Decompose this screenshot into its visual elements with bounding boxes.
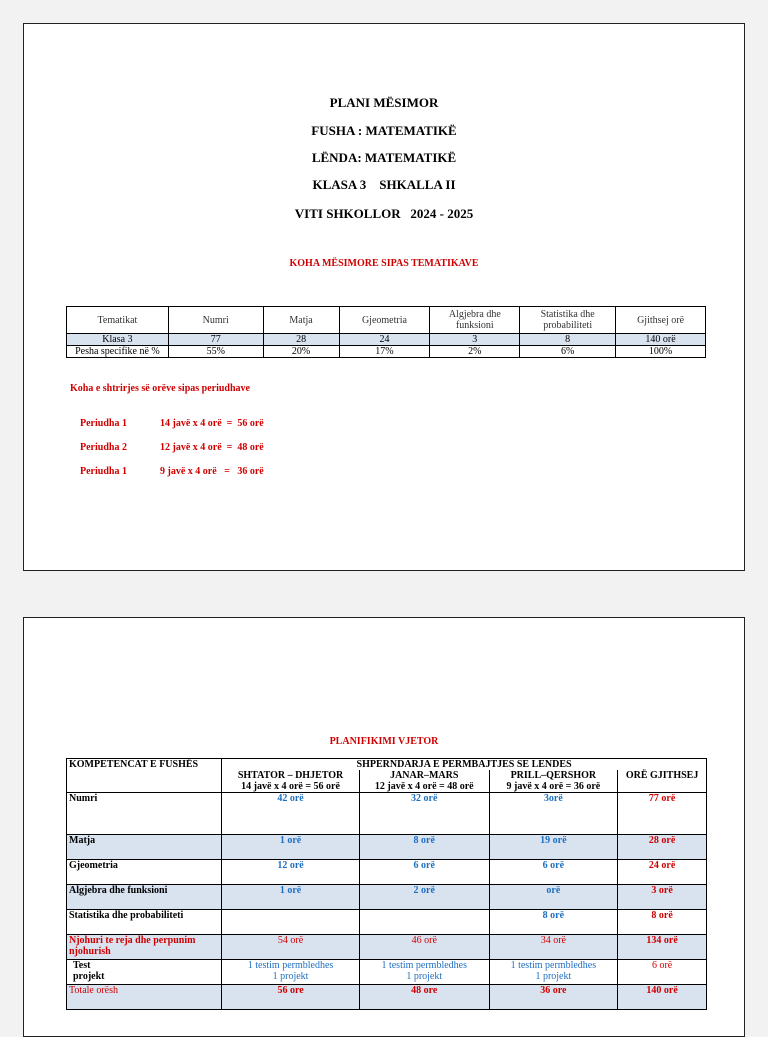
header-cell: Matja [263, 307, 339, 334]
table-cell: 34 orë [489, 935, 618, 960]
table-cell: 55% [168, 346, 263, 358]
table-cell: 1 orë [222, 835, 360, 860]
period-header [359, 770, 489, 793]
table-cell: 6 orë [489, 860, 618, 885]
table-cell: 8 orë [618, 910, 707, 935]
document-page-1 [23, 23, 745, 571]
table-cell: 46 orë [359, 935, 489, 960]
test-text: 1 testim permbledhes [247, 960, 334, 971]
periods-heading: Koha e shtrirjes së orëve sipas periudhave [70, 383, 250, 394]
period-header [222, 770, 360, 793]
project-text: 1 projekt [535, 971, 572, 982]
table-row [67, 910, 707, 935]
row-label: Algjebra dhe funksioni [67, 885, 222, 910]
table-row [67, 334, 706, 346]
table-cell: 77 [168, 334, 263, 346]
table-cell: 28 orë [618, 835, 707, 860]
table-cell: 20% [263, 346, 339, 358]
period-line [70, 455, 264, 488]
table-cell: 54 orë [222, 935, 360, 960]
table-cell: 12 orë [222, 860, 360, 885]
table-header-row [67, 759, 707, 771]
table-cell: 100% [616, 346, 706, 358]
distribution-header: SHPERNDARJA E PERMBAJTJES SE LENDES [222, 759, 707, 771]
table-cell: 77 orë [618, 793, 707, 835]
table-cell: 19 orë [489, 835, 618, 860]
total-hours-header: ORË GJITHSEJ [618, 770, 707, 793]
table-cell: 8 orë [359, 835, 489, 860]
table-row [67, 935, 707, 960]
table-cell: 1 orë [222, 885, 360, 910]
table-row [67, 346, 706, 358]
table-cell: 8 orë [489, 910, 618, 935]
table-cell: 2 orë [359, 885, 489, 910]
thematic-hours-table [66, 306, 706, 358]
period-calc: 9 javë x 4 orë = 36 orë [160, 466, 264, 477]
project-text: 1 projekt [272, 971, 309, 982]
subject-name: LËNDA: MATEMATIKË [311, 150, 457, 165]
period-name: PRILL–QERSHOR [510, 770, 597, 781]
test-text: 1 testim permbledhes [510, 960, 597, 971]
table-cell: 3 [430, 334, 520, 346]
project-text: 1 projekt [406, 971, 443, 982]
subject-field: FUSHA : MATEMATIKË [311, 123, 457, 138]
table-row [67, 793, 707, 835]
table-cell: 3 orë [618, 885, 707, 910]
period-name: JANAR–MARS [390, 770, 459, 781]
table-cell: 48 ore [359, 985, 489, 1010]
annual-plan-table [66, 758, 707, 1010]
row-label: Totale orësh [67, 985, 222, 1010]
table-cell: 42 orë [222, 793, 360, 835]
table-cell: 3orë [489, 793, 618, 835]
table-cell [359, 910, 489, 935]
table-cell: Klasa 3 [67, 334, 169, 346]
table-cell [222, 910, 360, 935]
table-row [67, 860, 707, 885]
table-cell: 32 orë [359, 793, 489, 835]
table-cell [359, 960, 489, 985]
table-cell: 6 orë [359, 860, 489, 885]
row-label: Gjeometria [67, 860, 222, 885]
table-cell: 6 orë [618, 960, 707, 985]
class-level: KLASA 3 SHKALLA II [312, 177, 456, 192]
period-label: Periudha 2 [80, 442, 127, 453]
table-cell: 56 ore [222, 985, 360, 1010]
row-label [67, 960, 222, 985]
row-label: Numri [67, 793, 222, 835]
header-cell: Tematikat [67, 307, 169, 334]
period-label: Periudha 1 [80, 418, 127, 429]
table-row [67, 885, 707, 910]
document-page-2 [23, 617, 745, 1037]
header-cell: Statistika dhe probabiliteti [520, 307, 616, 334]
table-row [67, 835, 707, 860]
table-cell: 140 orë [618, 985, 707, 1010]
doc-title: PLANI MËSIMOR [329, 95, 439, 110]
period-label: Periudha 1 [80, 466, 127, 477]
school-year: VITI SHKOLLOR 2024 - 2025 [294, 206, 474, 221]
table-cell: 24 [339, 334, 430, 346]
header-cell: Algjebra dhe funksioni [430, 307, 520, 334]
table-cell [489, 960, 618, 985]
test-text: 1 testim permbledhes [381, 960, 468, 971]
header-cell: Gjithsej orë [616, 307, 706, 334]
table-cell: 8 [520, 334, 616, 346]
table-cell: 24 orë [618, 860, 707, 885]
table-cell: 6% [520, 346, 616, 358]
period-header [489, 770, 618, 793]
period-calc: 12 javë x 4 orë = 48 orë [374, 781, 474, 792]
period-calc: 12 javë x 4 orë = 48 orë [160, 442, 264, 453]
table-header-row [67, 307, 706, 334]
period-calc: 9 javë x 4 orë = 36 orë [506, 781, 601, 792]
annual-plan-heading: PLANIFIKIMI VJETOR [329, 736, 439, 747]
table-cell: 140 orë [616, 334, 706, 346]
row-label: Matja [67, 835, 222, 860]
table-cell: 28 [263, 334, 339, 346]
test-label: Test [73, 960, 91, 971]
competences-header: KOMPETENCAT E FUSHËS [67, 759, 222, 793]
header-cell: Numri [168, 307, 263, 334]
period-calc: 14 javë x 4 orë = 56 orë [160, 418, 264, 429]
period-name: SHTATOR – DHJETOR [237, 770, 344, 781]
table-cell: 17% [339, 346, 430, 358]
row-label: Statistika dhe probabiliteti [67, 910, 222, 935]
totals-row [67, 985, 707, 1010]
table-cell [222, 960, 360, 985]
thematic-time-heading: KOHA MËSIMORE SIPAS TEMATIKAVE [289, 258, 479, 269]
table-cell: 2% [430, 346, 520, 358]
table-cell: 134 orë [618, 935, 707, 960]
project-label: projekt [73, 971, 105, 982]
row-label: Njohuri te reja dhe perpunim njohurish [67, 935, 222, 960]
period-calc: 14 javë x 4 orë = 56 orë [241, 781, 340, 792]
table-row [67, 960, 707, 985]
header-cell: Gjeometria [339, 307, 430, 334]
table-cell: 36 ore [489, 985, 618, 1010]
table-cell: Pesha specifike në % [67, 346, 169, 358]
table-cell: orë [489, 885, 618, 910]
